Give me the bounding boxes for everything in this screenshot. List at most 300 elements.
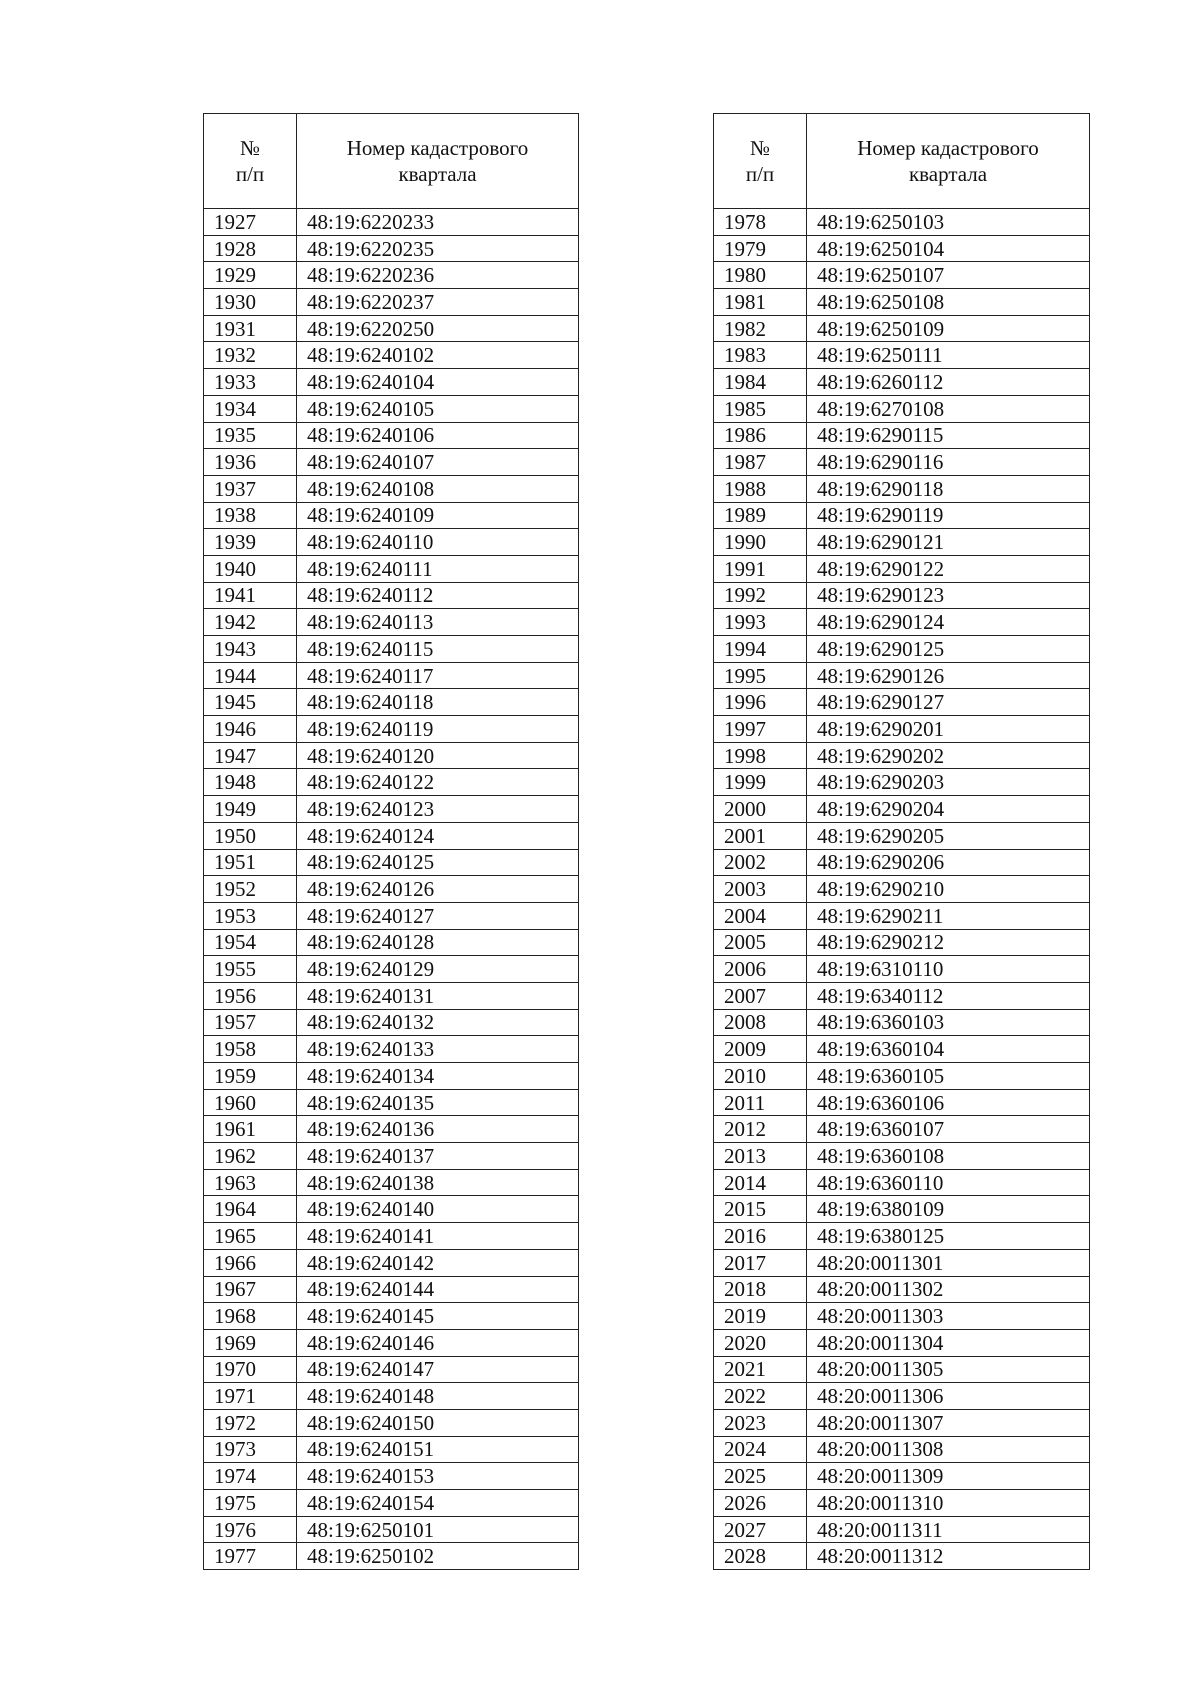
table-header-row [714, 114, 1090, 209]
cadastral-number-cell: 48:19:6240141 [297, 1223, 579, 1250]
row-number-cell: 2023 [714, 1409, 807, 1436]
table-row [714, 262, 1090, 289]
table-row [204, 1276, 579, 1303]
row-number-cell: 2017 [714, 1249, 807, 1276]
table-row [204, 1036, 579, 1063]
row-number-cell: 2000 [714, 796, 807, 823]
table-row [714, 742, 1090, 769]
cadastral-number-cell: 48:19:6240102 [297, 342, 579, 369]
cadastral-number-cell: 48:19:6240136 [297, 1116, 579, 1143]
cadastral-number-cell: 48:19:6240126 [297, 876, 579, 903]
row-number-cell: 1929 [204, 262, 297, 289]
row-number-cell: 1974 [204, 1463, 297, 1490]
row-number-cell: 1963 [204, 1169, 297, 1196]
table-row [714, 1009, 1090, 1036]
table-row [204, 956, 579, 983]
table-row [204, 742, 579, 769]
row-number-cell: 1950 [204, 822, 297, 849]
cadastral-number-cell: 48:19:6240109 [297, 502, 579, 529]
table-row [204, 902, 579, 929]
table-row [204, 1463, 579, 1490]
table-row [204, 1436, 579, 1463]
cadastral-number-cell: 48:19:6250104 [807, 235, 1090, 262]
cadastral-number-cell: 48:19:6240120 [297, 742, 579, 769]
cadastral-number-cell: 48:19:6290210 [807, 876, 1090, 903]
table-row [714, 1169, 1090, 1196]
table-row [204, 1516, 579, 1543]
table-row [714, 769, 1090, 796]
row-number-cell: 1948 [204, 769, 297, 796]
cadastral-number-cell: 48:19:6360108 [807, 1143, 1090, 1170]
cadastral-number-cell: 48:19:6240132 [297, 1009, 579, 1036]
row-number-cell: 1972 [204, 1409, 297, 1436]
table-row [714, 1516, 1090, 1543]
table-row [204, 289, 579, 316]
table-row [204, 369, 579, 396]
table-row [204, 1223, 579, 1250]
table-row [714, 1329, 1090, 1356]
row-number-cell: 1982 [714, 315, 807, 342]
table-row [204, 235, 579, 262]
row-number-cell: 2019 [714, 1303, 807, 1330]
cadastral-number-cell: 48:19:6240108 [297, 475, 579, 502]
table-row [204, 662, 579, 689]
table-row [204, 582, 579, 609]
cadastral-number-cell: 48:19:6220236 [297, 262, 579, 289]
cadastral-number-cell: 48:19:6240147 [297, 1356, 579, 1383]
cadastral-number-cell: 48:19:6240125 [297, 849, 579, 876]
cadastral-number-cell: 48:19:6240113 [297, 609, 579, 636]
row-number-cell: 1927 [204, 209, 297, 236]
table-row [714, 342, 1090, 369]
row-number-header: № п/п [714, 114, 807, 209]
table-row [714, 1409, 1090, 1436]
cadastral-number-cell: 48:19:6240122 [297, 769, 579, 796]
cadastral-number-cell: 48:19:6290127 [807, 689, 1090, 716]
table-row [714, 315, 1090, 342]
row-number-cell: 1928 [204, 235, 297, 262]
cadastral-number-cell: 48:19:6380125 [807, 1223, 1090, 1250]
table-row [714, 1543, 1090, 1570]
table-row [204, 796, 579, 823]
cadastral-number-cell: 48:19:6290212 [807, 929, 1090, 956]
row-number-cell: 1945 [204, 689, 297, 716]
cadastral-number-cell: 48:19:6240112 [297, 582, 579, 609]
table-row [714, 475, 1090, 502]
row-number-cell: 1975 [204, 1490, 297, 1517]
table-row [714, 902, 1090, 929]
row-number-cell: 1937 [204, 475, 297, 502]
table-row [714, 1036, 1090, 1063]
cadastral-number-cell: 48:19:6240128 [297, 929, 579, 956]
table-row [714, 529, 1090, 556]
cadastral-number-cell: 48:19:6240153 [297, 1463, 579, 1490]
table-row [204, 475, 579, 502]
row-number-cell: 2013 [714, 1143, 807, 1170]
row-number-cell: 1966 [204, 1249, 297, 1276]
cadastral-number-cell: 48:19:6290201 [807, 716, 1090, 743]
cadastral-number-cell: 48:19:6240131 [297, 982, 579, 1009]
row-number-cell: 2003 [714, 876, 807, 903]
table-row [204, 1169, 579, 1196]
cadastral-number-header: Номер кадастрового квартала [807, 114, 1090, 209]
row-number-cell: 1983 [714, 342, 807, 369]
row-number-cell: 1994 [714, 636, 807, 663]
cadastral-number-cell: 48:20:0011312 [807, 1543, 1090, 1570]
cadastral-number-cell: 48:19:6220233 [297, 209, 579, 236]
cadastral-number-cell: 48:19:6240129 [297, 956, 579, 983]
row-number-cell: 1943 [204, 636, 297, 663]
row-number-cell: 1932 [204, 342, 297, 369]
row-number-cell: 1987 [714, 449, 807, 476]
row-number-cell: 1954 [204, 929, 297, 956]
cadastral-number-cell: 48:19:6240110 [297, 529, 579, 556]
cadastral-number-cell: 48:19:6240144 [297, 1276, 579, 1303]
cadastral-number-cell: 48:19:6290115 [807, 422, 1090, 449]
table-row [204, 315, 579, 342]
cadastral-number-cell: 48:19:6240135 [297, 1089, 579, 1116]
table-row [204, 1143, 579, 1170]
cadastral-table-right [713, 113, 1090, 1570]
table-row [204, 822, 579, 849]
cadastral-number-cell: 48:19:6290121 [807, 529, 1090, 556]
row-number-cell: 1995 [714, 662, 807, 689]
row-number-cell: 2027 [714, 1516, 807, 1543]
row-number-cell: 1984 [714, 369, 807, 396]
table-row [714, 662, 1090, 689]
table-row [204, 555, 579, 582]
table-row [714, 369, 1090, 396]
row-number-cell: 1951 [204, 849, 297, 876]
row-number-cell: 1931 [204, 315, 297, 342]
row-number-cell: 1970 [204, 1356, 297, 1383]
cadastral-number-cell: 48:20:0011309 [807, 1463, 1090, 1490]
cadastral-number-cell: 48:20:0011301 [807, 1249, 1090, 1276]
cadastral-number-cell: 48:19:6360107 [807, 1116, 1090, 1143]
row-number-cell: 1999 [714, 769, 807, 796]
cadastral-number-cell: 48:19:6310110 [807, 956, 1090, 983]
row-number-cell: 1939 [204, 529, 297, 556]
table-row [714, 716, 1090, 743]
row-number-cell: 1980 [714, 262, 807, 289]
cadastral-number-header: Номер кадастрового квартала [297, 114, 579, 209]
row-number-cell: 1986 [714, 422, 807, 449]
cadastral-number-cell: 48:19:6290119 [807, 502, 1090, 529]
cadastral-number-cell: 48:19:6270108 [807, 395, 1090, 422]
cadastral-number-cell: 48:19:6360110 [807, 1169, 1090, 1196]
row-number-cell: 2006 [714, 956, 807, 983]
table-row [204, 849, 579, 876]
row-number-cell: 1979 [714, 235, 807, 262]
row-number-cell: 1946 [204, 716, 297, 743]
table-row [204, 929, 579, 956]
table-row [714, 1196, 1090, 1223]
row-number-cell: 1956 [204, 982, 297, 1009]
cadastral-number-cell: 48:19:6360104 [807, 1036, 1090, 1063]
row-number-cell: 2012 [714, 1116, 807, 1143]
row-number-cell: 1990 [714, 529, 807, 556]
table-row [714, 422, 1090, 449]
row-number-cell: 1973 [204, 1436, 297, 1463]
row-number-cell: 1985 [714, 395, 807, 422]
row-number-cell: 1949 [204, 796, 297, 823]
table-row [204, 1543, 579, 1570]
cadastral-number-cell: 48:19:6290211 [807, 902, 1090, 929]
row-number-cell: 1958 [204, 1036, 297, 1063]
table-row [204, 449, 579, 476]
cadastral-number-cell: 48:20:0011303 [807, 1303, 1090, 1330]
cadastral-number-cell: 48:19:6290123 [807, 582, 1090, 609]
table-row [204, 1063, 579, 1090]
row-number-cell: 1938 [204, 502, 297, 529]
table-row [714, 849, 1090, 876]
table-row [204, 1116, 579, 1143]
cadastral-number-cell: 48:19:6290122 [807, 555, 1090, 582]
table-row [204, 502, 579, 529]
cadastral-number-cell: 48:19:6220235 [297, 235, 579, 262]
table-row [204, 529, 579, 556]
row-number-cell: 1964 [204, 1196, 297, 1223]
cadastral-number-cell: 48:19:6240134 [297, 1063, 579, 1090]
table-row [714, 1303, 1090, 1330]
cadastral-number-cell: 48:19:6240123 [297, 796, 579, 823]
cadastral-number-cell: 48:19:6240150 [297, 1409, 579, 1436]
table-row [714, 956, 1090, 983]
cadastral-number-cell: 48:20:0011311 [807, 1516, 1090, 1543]
row-number-cell: 1934 [204, 395, 297, 422]
row-number-cell: 2010 [714, 1063, 807, 1090]
row-number-cell: 1930 [204, 289, 297, 316]
cadastral-number-cell: 48:19:6220237 [297, 289, 579, 316]
cadastral-number-cell: 48:19:6240151 [297, 1436, 579, 1463]
table-row [204, 609, 579, 636]
row-number-cell: 1942 [204, 609, 297, 636]
cadastral-number-cell: 48:20:0011302 [807, 1276, 1090, 1303]
row-number-cell: 2028 [714, 1543, 807, 1570]
cadastral-number-cell: 48:19:6240117 [297, 662, 579, 689]
cadastral-number-cell: 48:20:0011307 [807, 1409, 1090, 1436]
table-row [714, 822, 1090, 849]
row-number-cell: 1981 [714, 289, 807, 316]
cadastral-number-cell: 48:19:6240105 [297, 395, 579, 422]
row-number-cell: 2020 [714, 1329, 807, 1356]
cadastral-number-cell: 48:19:6290203 [807, 769, 1090, 796]
row-number-cell: 1971 [204, 1383, 297, 1410]
table-row [204, 1249, 579, 1276]
row-number-cell: 1953 [204, 902, 297, 929]
row-number-cell: 1947 [204, 742, 297, 769]
table-row [714, 1223, 1090, 1250]
table-row [714, 876, 1090, 903]
cadastral-number-cell: 48:20:0011306 [807, 1383, 1090, 1410]
table-row [714, 1436, 1090, 1463]
row-number-cell: 1989 [714, 502, 807, 529]
table-row [714, 796, 1090, 823]
cadastral-number-cell: 48:19:6290206 [807, 849, 1090, 876]
table-row [204, 1329, 579, 1356]
row-number-cell: 1960 [204, 1089, 297, 1116]
cadastral-number-cell: 48:19:6240154 [297, 1490, 579, 1517]
cadastral-number-cell: 48:19:6240107 [297, 449, 579, 476]
cadastral-number-cell: 48:19:6250108 [807, 289, 1090, 316]
table-row [204, 1356, 579, 1383]
cadastral-number-cell: 48:19:6240106 [297, 422, 579, 449]
table-row [714, 1143, 1090, 1170]
row-number-cell: 1997 [714, 716, 807, 743]
table-row [714, 1383, 1090, 1410]
table-row [714, 636, 1090, 663]
row-number-cell: 2014 [714, 1169, 807, 1196]
cadastral-number-cell: 48:19:6240148 [297, 1383, 579, 1410]
cadastral-number-cell: 48:19:6290118 [807, 475, 1090, 502]
cadastral-number-cell: 48:19:6340112 [807, 982, 1090, 1009]
table-row [714, 1356, 1090, 1383]
table-row [204, 1009, 579, 1036]
row-number-cell: 1992 [714, 582, 807, 609]
cadastral-number-cell: 48:20:0011310 [807, 1490, 1090, 1517]
table-row [714, 555, 1090, 582]
cadastral-number-cell: 48:19:6290204 [807, 796, 1090, 823]
table-row [714, 235, 1090, 262]
table-row [714, 1249, 1090, 1276]
cadastral-number-cell: 48:19:6240104 [297, 369, 579, 396]
row-number-cell: 1952 [204, 876, 297, 903]
table-row [204, 1383, 579, 1410]
cadastral-number-cell: 48:20:0011304 [807, 1329, 1090, 1356]
row-number-cell: 2004 [714, 902, 807, 929]
row-number-cell: 1961 [204, 1116, 297, 1143]
cadastral-number-cell: 48:19:6240145 [297, 1303, 579, 1330]
table-row [204, 1409, 579, 1436]
table-row [714, 1089, 1090, 1116]
table-row [204, 636, 579, 663]
cadastral-number-cell: 48:19:6250107 [807, 262, 1090, 289]
row-number-cell: 1936 [204, 449, 297, 476]
table-row [204, 1089, 579, 1116]
row-number-cell: 2011 [714, 1089, 807, 1116]
row-number-cell: 2025 [714, 1463, 807, 1490]
cadastral-number-cell: 48:19:6250103 [807, 209, 1090, 236]
row-number-cell: 1955 [204, 956, 297, 983]
row-number-cell: 1933 [204, 369, 297, 396]
cadastral-number-cell: 48:19:6290116 [807, 449, 1090, 476]
table-row [714, 1116, 1090, 1143]
row-number-cell: 1935 [204, 422, 297, 449]
table-row [204, 716, 579, 743]
table-row [714, 1490, 1090, 1517]
row-number-cell: 1965 [204, 1223, 297, 1250]
table-row [204, 876, 579, 903]
cadastral-number-cell: 48:19:6360103 [807, 1009, 1090, 1036]
table-row [714, 395, 1090, 422]
table-row [714, 289, 1090, 316]
cadastral-number-cell: 48:19:6380109 [807, 1196, 1090, 1223]
table-row [714, 1276, 1090, 1303]
cadastral-number-cell: 48:19:6240111 [297, 555, 579, 582]
cadastral-number-cell: 48:19:6290202 [807, 742, 1090, 769]
table-row [714, 1063, 1090, 1090]
cadastral-number-cell: 48:19:6220250 [297, 315, 579, 342]
row-number-cell: 1941 [204, 582, 297, 609]
row-number-cell: 2021 [714, 1356, 807, 1383]
table-row [204, 769, 579, 796]
row-number-cell: 2016 [714, 1223, 807, 1250]
cadastral-number-cell: 48:19:6240140 [297, 1196, 579, 1223]
table-row [714, 929, 1090, 956]
row-number-cell: 2015 [714, 1196, 807, 1223]
cadastral-number-cell: 48:19:6240127 [297, 902, 579, 929]
table-row [204, 1490, 579, 1517]
cadastral-number-cell: 48:19:6240133 [297, 1036, 579, 1063]
cadastral-number-cell: 48:20:0011305 [807, 1356, 1090, 1383]
table-header-row [204, 114, 579, 209]
cadastral-number-cell: 48:19:6250109 [807, 315, 1090, 342]
row-number-cell: 1998 [714, 742, 807, 769]
table-row [714, 689, 1090, 716]
table-row [714, 582, 1090, 609]
table-row [714, 982, 1090, 1009]
table-row [204, 422, 579, 449]
table-row [714, 449, 1090, 476]
row-number-cell: 1991 [714, 555, 807, 582]
row-number-cell: 1969 [204, 1329, 297, 1356]
row-number-cell: 1962 [204, 1143, 297, 1170]
table-row [204, 209, 579, 236]
cadastral-number-cell: 48:19:6240137 [297, 1143, 579, 1170]
row-number-cell: 1959 [204, 1063, 297, 1090]
cadastral-number-cell: 48:19:6360106 [807, 1089, 1090, 1116]
cadastral-number-cell: 48:19:6240115 [297, 636, 579, 663]
table-row [204, 395, 579, 422]
cadastral-number-cell: 48:19:6240119 [297, 716, 579, 743]
table-row [714, 502, 1090, 529]
row-number-header: № п/п [204, 114, 297, 209]
row-number-cell: 1940 [204, 555, 297, 582]
row-number-cell: 1967 [204, 1276, 297, 1303]
table-row [204, 1196, 579, 1223]
cadastral-number-cell: 48:19:6240118 [297, 689, 579, 716]
cadastral-number-cell: 48:19:6240146 [297, 1329, 579, 1356]
row-number-cell: 2024 [714, 1436, 807, 1463]
cadastral-number-cell: 48:20:0011308 [807, 1436, 1090, 1463]
cadastral-number-cell: 48:19:6250102 [297, 1543, 579, 1570]
row-number-cell: 2009 [714, 1036, 807, 1063]
row-number-cell: 2026 [714, 1490, 807, 1517]
cadastral-number-cell: 48:19:6250101 [297, 1516, 579, 1543]
cadastral-number-cell: 48:19:6290125 [807, 636, 1090, 663]
table-row [714, 609, 1090, 636]
row-number-cell: 1957 [204, 1009, 297, 1036]
table-row [204, 262, 579, 289]
table-row [204, 1303, 579, 1330]
table-row [204, 689, 579, 716]
table-row [714, 1463, 1090, 1490]
cadastral-number-cell: 48:19:6240142 [297, 1249, 579, 1276]
row-number-cell: 1978 [714, 209, 807, 236]
row-number-cell: 2008 [714, 1009, 807, 1036]
row-number-cell: 2001 [714, 822, 807, 849]
row-number-cell: 1996 [714, 689, 807, 716]
cadastral-number-cell: 48:19:6290205 [807, 822, 1090, 849]
row-number-cell: 1993 [714, 609, 807, 636]
row-number-cell: 1968 [204, 1303, 297, 1330]
cadastral-number-cell: 48:19:6240124 [297, 822, 579, 849]
table-row [204, 982, 579, 1009]
table-row [714, 209, 1090, 236]
cadastral-number-cell: 48:19:6240138 [297, 1169, 579, 1196]
cadastral-number-cell: 48:19:6360105 [807, 1063, 1090, 1090]
cadastral-number-cell: 48:19:6260112 [807, 369, 1090, 396]
